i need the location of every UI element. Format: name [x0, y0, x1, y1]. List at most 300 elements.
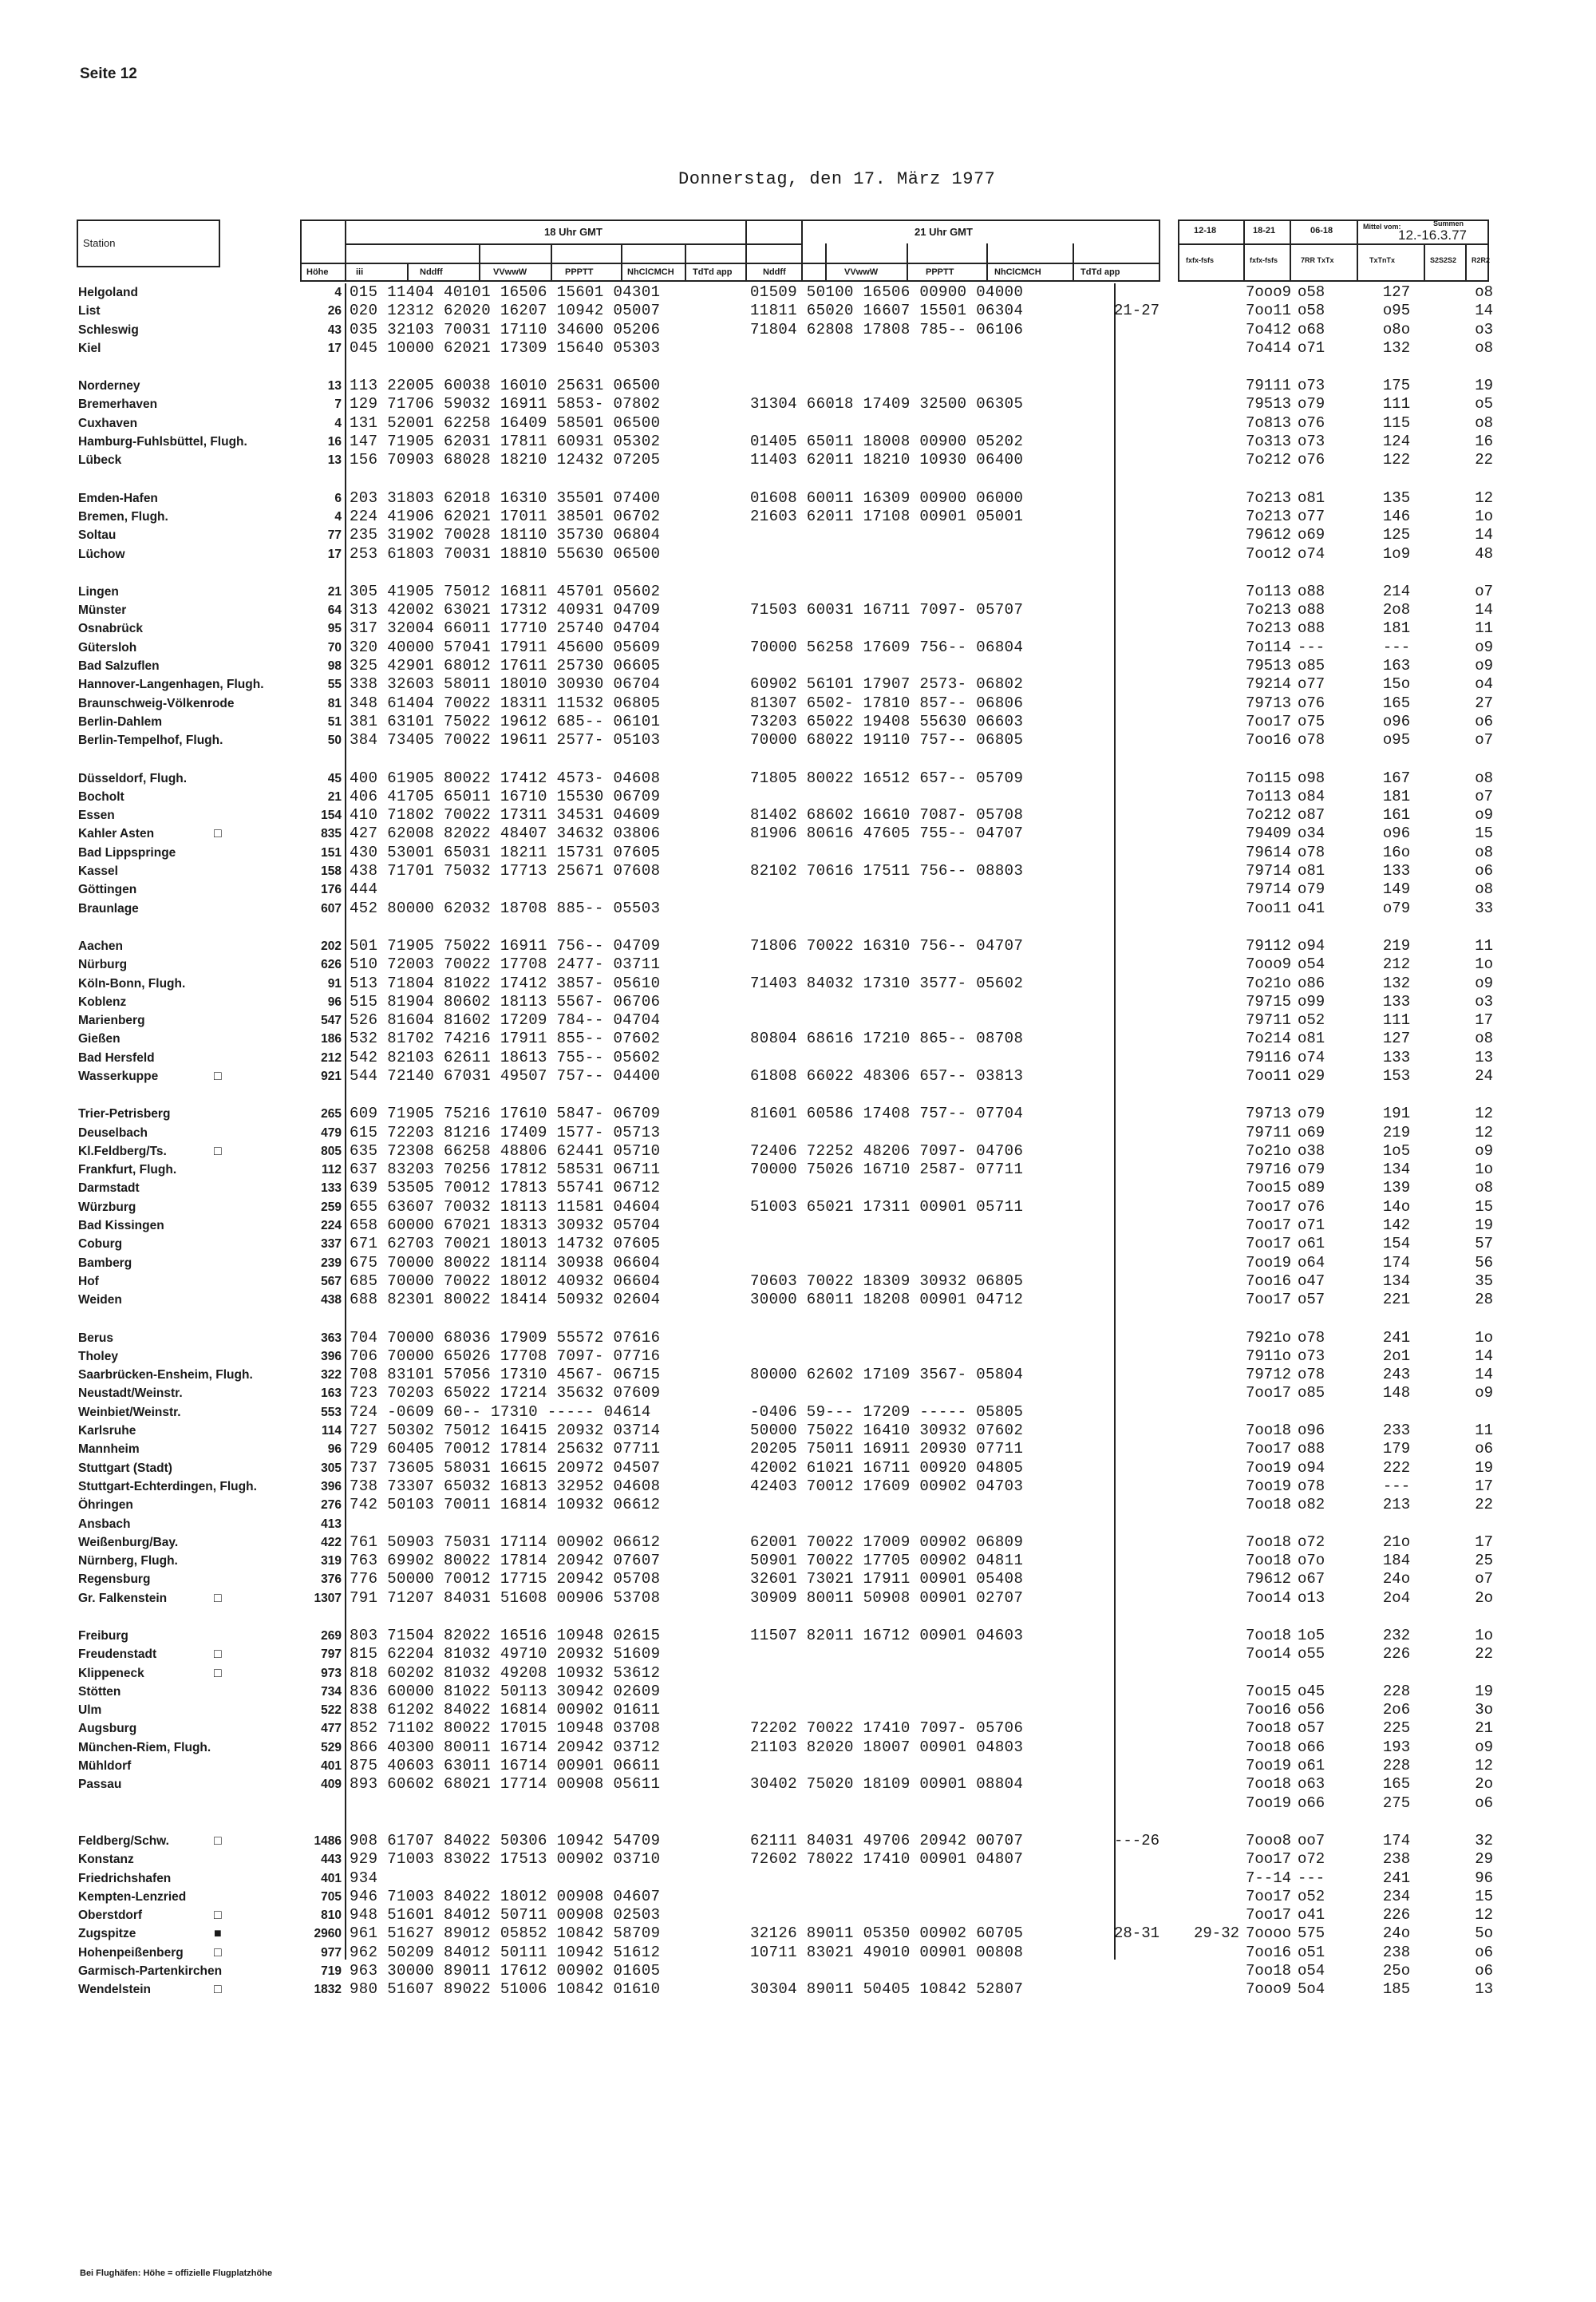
- station-name: Nürnberg, Flugh.: [78, 1554, 178, 1568]
- table-row: [77, 1328, 1493, 1347]
- precip-sum: o5: [1475, 395, 1493, 413]
- obs-18-gmt: 147 71905 62031 17811 60931 05302: [350, 433, 661, 451]
- station-name: Frankfurt, Flugh.: [78, 1163, 177, 1177]
- station-name: Kiel: [78, 341, 101, 355]
- mean-temp: o79: [1298, 880, 1325, 899]
- station-name: Bad Hersfeld: [78, 1050, 155, 1065]
- sunshine-sum: 243: [1382, 1366, 1411, 1384]
- mean-temp: o78: [1298, 731, 1325, 750]
- obs-18-gmt: 325 42901 68012 17611 25730 06605: [350, 657, 661, 675]
- obs-18-gmt: 317 32004 66011 17710 25740 04704: [350, 619, 661, 638]
- clouds-header: NhClCMCH: [627, 267, 674, 277]
- station-name: Mannheim: [78, 1442, 140, 1457]
- obs-21-gmt: 71805 80022 16512 657-- 05709: [750, 769, 1024, 787]
- station-height: 269: [321, 1629, 342, 1643]
- mean-temp: oo7: [1298, 1831, 1325, 1849]
- sunshine-sum: 2o1: [1382, 1347, 1411, 1365]
- temp-extremes: 7oo14: [1246, 1645, 1292, 1663]
- table-row: [77, 806, 1493, 825]
- precip-sum: o8: [1475, 880, 1493, 899]
- table-row: [77, 1384, 1493, 1402]
- precip-sum: o9: [1475, 657, 1493, 675]
- table-row: [77, 1962, 1493, 1980]
- obs-18-gmt: 348 61404 70022 18311 11532 06805: [350, 694, 661, 712]
- station-name: Schleswig: [78, 322, 139, 337]
- mean-temp: o79: [1298, 395, 1325, 413]
- sunshine-sum: 214: [1382, 582, 1411, 600]
- station-height: 212: [321, 1050, 342, 1065]
- obs-18-gmt: 015 11404 40101 16506 15601 04301: [350, 283, 661, 301]
- sunshine-sum: 185: [1382, 1980, 1411, 1999]
- temp-extremes: 7o114: [1246, 638, 1292, 656]
- station-height: 21: [327, 789, 342, 804]
- mean-temp: o76: [1298, 694, 1325, 712]
- temp-extremes: 7oooo: [1246, 1924, 1292, 1943]
- mean-temp: o76: [1298, 1197, 1325, 1216]
- obs-21-gmt: 31304 66018 17409 32500 06305: [750, 395, 1024, 413]
- temp-extremes: 7oo11: [1246, 899, 1292, 917]
- mean-temp: o55: [1298, 1645, 1325, 1663]
- station-height: 13: [327, 379, 342, 394]
- sunshine-sum: o95: [1382, 302, 1411, 320]
- station-name: Bad Lippspringe: [78, 845, 176, 860]
- obs-18-gmt: 410 71802 70022 17311 34531 04609: [350, 806, 661, 825]
- table-row: [77, 1366, 1493, 1384]
- mean-temp: o68: [1298, 320, 1325, 338]
- precip-sum: o3: [1475, 320, 1493, 338]
- obs-21-gmt: 51003 65021 17311 00901 05711: [750, 1197, 1024, 1216]
- temp-extremes: 7oo11: [1246, 302, 1292, 320]
- station-height: 529: [321, 1740, 342, 1754]
- table-row: [77, 619, 1493, 638]
- gust-12-18: 21-27: [1114, 302, 1160, 320]
- table-row: [77, 1179, 1493, 1197]
- precip-sum: 15: [1475, 825, 1493, 843]
- station-name: Trier-Petrisberg: [78, 1107, 171, 1121]
- station-name: Bremerhaven: [78, 398, 158, 412]
- mean-temp: o96: [1298, 1422, 1325, 1440]
- obs-18-gmt: 384 73405 70022 19611 2577- 05103: [350, 731, 661, 750]
- station-height: 13: [327, 453, 342, 468]
- temp-extremes: 79716: [1246, 1161, 1292, 1179]
- obs-21-gmt: 71403 84032 17310 3577- 05602: [750, 974, 1024, 992]
- station-name: Stuttgart-Echterdingen, Flugh.: [78, 1479, 257, 1493]
- station-name: Düsseldorf, Flugh.: [78, 771, 188, 785]
- obs-21-gmt: 72202 70022 17410 7097- 05706: [750, 1719, 1024, 1738]
- obs-21-gmt: 10711 83021 49010 00901 00808: [750, 1943, 1024, 1961]
- mean-temp: o71: [1298, 1216, 1325, 1235]
- sunshine-sum: 219: [1382, 936, 1411, 955]
- sunshine-sum: 24o: [1382, 1924, 1411, 1943]
- mean-temp: o81: [1298, 488, 1325, 507]
- table-row: [77, 1291, 1493, 1309]
- mean-temp: o76: [1298, 413, 1325, 432]
- mean-temp: o78: [1298, 843, 1325, 861]
- precip-sum: o8: [1475, 1030, 1493, 1048]
- station-height: 239: [321, 1256, 342, 1270]
- precip-sum: 11: [1475, 1422, 1493, 1440]
- footnote: Bei Flughäfen: Höhe = offizielle Flugplatzhöhe: [80, 2268, 273, 2278]
- obs-18-gmt: 639 53505 70012 17813 55741 06712: [350, 1179, 661, 1197]
- sunshine-sum: 132: [1382, 338, 1411, 357]
- mean-temp: o45: [1298, 1682, 1325, 1700]
- sunshine-sum: 163: [1382, 657, 1411, 675]
- precip-sum: 57: [1475, 1235, 1493, 1253]
- obs-18-gmt: 113 22005 60038 16010 25631 06500: [350, 377, 661, 395]
- obs-18-gmt: 501 71905 75022 16911 756-- 04709: [350, 936, 661, 955]
- station-height: 553: [321, 1405, 342, 1419]
- temp-extremes: 7oo18: [1246, 1422, 1292, 1440]
- station-height: 64: [327, 603, 342, 618]
- station-height: 96: [327, 1442, 342, 1457]
- station-name: Lübeck: [78, 453, 122, 468]
- table-row: [77, 320, 1493, 339]
- table-row: [77, 1440, 1493, 1458]
- precip-sum: 15: [1475, 1197, 1493, 1216]
- station-height: 547: [321, 1014, 342, 1028]
- station-height: 202: [321, 939, 342, 953]
- temp-extremes: 7o213: [1246, 488, 1292, 507]
- obs-21-gmt: 72406 72252 48206 7097- 04706: [750, 1141, 1024, 1160]
- station-height: 810: [321, 1908, 342, 1923]
- station-height: 154: [321, 809, 342, 823]
- sunshine-sum: 241: [1382, 1869, 1411, 1887]
- station-name: Coburg: [78, 1237, 123, 1252]
- station-height: 1832: [314, 1983, 342, 1997]
- precip-sum: o3: [1475, 992, 1493, 1011]
- obs-18-gmt: 430 53001 65031 18211 15731 07605: [350, 843, 661, 861]
- precip-sum: 1o: [1475, 1627, 1493, 1644]
- obs-21-gmt: 11507 82011 16712 00901 04603: [750, 1627, 1024, 1644]
- station-height: 45: [327, 771, 342, 785]
- obs-21-gmt: 82102 70616 17511 756-- 08803: [750, 862, 1024, 880]
- precip-sum: 14: [1475, 1347, 1493, 1365]
- temp-extremes: 7oo16: [1246, 1701, 1292, 1719]
- precip-sum: o8: [1475, 283, 1493, 301]
- station-name: Würzburg: [78, 1200, 136, 1214]
- station-height: 1307: [314, 1591, 342, 1605]
- mean-temp: o78: [1298, 1366, 1325, 1384]
- sunshine-sum: 142: [1382, 1216, 1411, 1235]
- station-name: Bocholt: [78, 789, 124, 804]
- sunshine-sum: 1o9: [1382, 544, 1411, 563]
- obs-18-gmt: 381 63101 75022 19612 685-- 06101: [350, 712, 661, 730]
- station-marker: □: [214, 1833, 222, 1848]
- station-name: Ulm: [78, 1703, 102, 1718]
- station-name: Bamberg: [78, 1256, 132, 1270]
- temp-extremes: 7o212: [1246, 451, 1292, 469]
- station-height: 17: [327, 547, 342, 561]
- obs-18-gmt: 045 10000 62021 17309 15640 05303: [350, 338, 661, 357]
- sunshine-sum: 238: [1382, 1850, 1411, 1869]
- table-row: [77, 338, 1493, 358]
- station-height: 114: [321, 1424, 342, 1438]
- station-name: List: [78, 304, 101, 318]
- sunshine-sum: 21o: [1382, 1533, 1411, 1551]
- obs-18-gmt: 452 80000 62032 18708 885-- 05503: [350, 899, 661, 917]
- station-height: 438: [321, 1293, 342, 1307]
- mean-temp: o75: [1298, 712, 1325, 730]
- station-height: 158: [321, 864, 342, 879]
- temp-extremes: 7oo17: [1246, 1906, 1292, 1924]
- obs-21-gmt: 62111 84031 49706 20942 00707: [750, 1831, 1024, 1849]
- mean-temp: ---: [1298, 1869, 1325, 1887]
- mean-temp: o61: [1298, 1235, 1325, 1253]
- sunshine-sum: 153: [1382, 1066, 1411, 1085]
- sunshine-sum: 212: [1382, 955, 1411, 974]
- mean-temp: 1o5: [1298, 1627, 1325, 1644]
- obs-21-gmt: 01405 65011 18008 00900 05202: [750, 433, 1024, 451]
- precip-sum: 19: [1475, 1458, 1493, 1477]
- mean-temp: o41: [1298, 1906, 1325, 1924]
- precip-sum: 1o: [1475, 507, 1493, 525]
- precip-sum: 22: [1475, 1496, 1493, 1514]
- table-row: [77, 1403, 1489, 1422]
- station-name: Klippeneck: [78, 1666, 144, 1680]
- obs-18-gmt: 635 72308 66258 48806 62441 05710: [350, 1141, 661, 1160]
- obs-21-gmt: 30000 68011 18208 00901 04712: [750, 1291, 1024, 1309]
- station-name: Norderney: [78, 379, 140, 394]
- sunshine-sum-header: S2S2S2: [1430, 256, 1457, 264]
- precip-sum: o8: [1475, 843, 1493, 861]
- station-marker: ■: [214, 1927, 222, 1941]
- precip-sum: 5o: [1475, 1924, 1493, 1943]
- station-group: [77, 769, 1493, 918]
- precip-sum: 14: [1475, 302, 1493, 320]
- table-row: [77, 1235, 1493, 1253]
- station-name: Kahler Asten: [78, 827, 155, 841]
- station-group: [77, 283, 1493, 358]
- station-height: 626: [321, 958, 342, 972]
- precip-sum: o6: [1475, 1440, 1493, 1458]
- table-row: [77, 1924, 1493, 1943]
- mean-temp: o64: [1298, 1253, 1325, 1272]
- mean-temp: o94: [1298, 1458, 1325, 1477]
- table-row: [77, 825, 1493, 843]
- precip-sum: 19: [1475, 1216, 1493, 1235]
- precip-sum: o8: [1475, 338, 1493, 357]
- station-height: 401: [321, 1871, 342, 1885]
- station-height: 4: [334, 509, 342, 524]
- station-name: Saarbrücken-Ensheim, Flugh.: [78, 1368, 253, 1382]
- table-row: [77, 544, 1493, 564]
- station-height: 26: [327, 304, 342, 318]
- mean-temp: o66: [1298, 1794, 1325, 1812]
- temp-extremes: 7o212: [1246, 806, 1292, 825]
- table-row: [77, 433, 1493, 451]
- obs-18-gmt: 852 71102 80022 17015 10948 03708: [350, 1719, 661, 1738]
- obs-18-gmt: 791 71207 84031 51608 00906 53708: [350, 1588, 661, 1607]
- table-row: [77, 1906, 1493, 1924]
- station-height: 55: [327, 678, 342, 692]
- precip-sum: 25: [1475, 1552, 1493, 1570]
- obs-18-gmt: 400 61905 80022 17412 4573- 04608: [350, 769, 661, 787]
- table-row: [77, 1123, 1493, 1142]
- obs-21-gmt: 20205 75011 16911 20930 07711: [750, 1440, 1024, 1458]
- obs-18-gmt: 513 71804 81022 17412 3857- 05610: [350, 974, 661, 992]
- station-marker: □: [214, 1983, 222, 1997]
- mean-temp: o73: [1298, 1347, 1325, 1365]
- station-height: 224: [321, 1219, 342, 1233]
- obs-18-gmt: 253 61803 70031 18810 55630 06500: [350, 544, 661, 563]
- temp-extremes: 7oo14: [1246, 1588, 1292, 1607]
- table-row: [77, 1011, 1493, 1030]
- table-row: [77, 1161, 1493, 1179]
- station-name: Münster: [78, 603, 127, 618]
- mean-temp: o52: [1298, 1011, 1325, 1030]
- temp-extremes: 7o115: [1246, 769, 1292, 787]
- station-name: Mühldorf: [78, 1759, 132, 1774]
- station-height: 16: [327, 435, 342, 449]
- station-height: 422: [321, 1535, 342, 1549]
- obs-21-gmt: 62001 70022 17009 00902 06809: [750, 1533, 1024, 1551]
- obs-18-gmt: 320 40000 57041 17911 45600 05609: [350, 638, 661, 656]
- station-name: Nürburg: [78, 958, 128, 972]
- station-height: 322: [321, 1368, 342, 1382]
- precip-sum: 2o: [1475, 1775, 1493, 1794]
- obs-21-gmt: 81402 68602 16610 7087- 05708: [750, 806, 1024, 825]
- temp-extremes: 79112: [1246, 936, 1292, 955]
- station-marker: □: [214, 1945, 222, 1960]
- station-height: 70: [327, 640, 342, 655]
- obs-18-gmt: 035 32103 70031 17110 34600 05206: [350, 320, 661, 338]
- station-name: Feldberg/Schw.: [78, 1833, 169, 1848]
- precip-sum: o7: [1475, 1570, 1493, 1588]
- station-height: 4: [334, 416, 342, 430]
- station-name: Freiburg: [78, 1629, 128, 1643]
- precip-sum: o4: [1475, 675, 1493, 694]
- precip-sum: 15: [1475, 1887, 1493, 1905]
- temp-extremes: 79711: [1246, 1011, 1292, 1030]
- station-name: Kl.Feldberg/Ts.: [78, 1144, 167, 1158]
- mean-temp: o85: [1298, 1384, 1325, 1402]
- sunshine-sum: 14o: [1382, 1197, 1411, 1216]
- sunshine-sum: 133: [1382, 992, 1411, 1011]
- obs-18-gmt: 929 71003 83022 17513 00902 03710: [350, 1850, 661, 1869]
- table-row: [77, 1664, 1489, 1683]
- station-height: 319: [321, 1554, 342, 1568]
- precip-sum: 29: [1475, 1850, 1493, 1869]
- sunshine-sum: 191: [1382, 1105, 1411, 1123]
- sunshine-sum: 133: [1382, 862, 1411, 880]
- precip-sum: 96: [1475, 1869, 1493, 1887]
- station-name: Bad Salzuflen: [78, 659, 160, 674]
- table-row: [77, 1105, 1493, 1123]
- obs-18-gmt: 438 71701 75032 17713 25671 07608: [350, 862, 661, 880]
- temp-extremes: 7oo17: [1246, 1850, 1292, 1869]
- obs-18-gmt: 708 83101 57056 17310 4567- 06715: [350, 1366, 661, 1384]
- mean-temp: o73: [1298, 377, 1325, 395]
- sunshine-sum: o79: [1382, 899, 1411, 917]
- station-height: 91: [327, 976, 342, 991]
- mean-temp: o57: [1298, 1719, 1325, 1738]
- tdtd21-header: TdTd app: [1080, 267, 1120, 277]
- temp-extremes: 7o213: [1246, 507, 1292, 525]
- precip-sum: 28: [1475, 1291, 1493, 1309]
- station-height: 2960: [314, 1927, 342, 1941]
- mean-temp: o56: [1298, 1701, 1325, 1719]
- obs-18-gmt: 338 32603 58011 18010 30930 06704: [350, 675, 661, 694]
- station-height: 7: [334, 398, 342, 412]
- precip-sum: 1o: [1475, 1161, 1493, 1179]
- sunshine-sum: o95: [1382, 731, 1411, 750]
- temp-extremes: 7oo19: [1246, 1458, 1292, 1477]
- mean-temp: o57: [1298, 1291, 1325, 1309]
- station-height: 151: [321, 845, 342, 860]
- station-name: Hannover-Langenhagen, Flugh.: [78, 678, 264, 692]
- table-row: [77, 731, 1493, 750]
- table-row: [77, 862, 1493, 880]
- mean-temp: o77: [1298, 507, 1325, 525]
- temp-extremes: 7oo12: [1246, 544, 1292, 563]
- station-name: Berlin-Dahlem: [78, 714, 163, 729]
- obs-18-gmt: 946 71003 84022 18012 00908 04607: [350, 1887, 661, 1905]
- table-row: [77, 1552, 1493, 1570]
- obs-21-gmt: 80804 68616 17210 865-- 08708: [750, 1030, 1024, 1048]
- station-height: 81: [327, 696, 342, 710]
- table-row: [77, 1477, 1493, 1496]
- sunshine-sum: 25o: [1382, 1962, 1411, 1980]
- temp-extremes: 79711: [1246, 1123, 1292, 1141]
- precip-sum: o9: [1475, 806, 1493, 825]
- obs-18-gmt: 532 81702 74216 17911 855-- 07602: [350, 1030, 661, 1048]
- temp-extremes: 7oo18: [1246, 1775, 1292, 1794]
- sunshine-sum: 133: [1382, 1048, 1411, 1066]
- obs-21-gmt: 11811 65020 16607 15501 06304: [750, 302, 1024, 320]
- obs-18-gmt: 542 82103 62611 18613 755-- 05602: [350, 1048, 661, 1066]
- precip-sum: 13: [1475, 1048, 1493, 1066]
- table-row: [77, 1216, 1493, 1235]
- obs-21-gmt: 81601 60586 17408 757-- 07704: [750, 1105, 1024, 1123]
- station-height: 835: [321, 827, 342, 841]
- sunshine-sum: 234: [1382, 1887, 1411, 1905]
- temp-extremes: 7o21o: [1246, 1141, 1292, 1160]
- ppptt-header: PPPTT: [565, 267, 594, 277]
- obs-18-gmt: 836 60000 81022 50113 30942 02609: [350, 1682, 661, 1700]
- station-height: 305: [321, 1461, 342, 1475]
- temp-extremes: 79513: [1246, 395, 1292, 413]
- station-name: Weinbiet/Weinstr.: [78, 1405, 181, 1419]
- station-name: Augsburg: [78, 1722, 137, 1736]
- obs-21-gmt: 50000 75022 16410 30932 07602: [750, 1422, 1024, 1440]
- mean-temp: o72: [1298, 1533, 1325, 1551]
- temp-extremes: 79612: [1246, 1570, 1292, 1588]
- sunshine-sum: 222: [1382, 1458, 1411, 1477]
- precip-sum: 12: [1475, 1123, 1493, 1141]
- station-name: Neustadt/Weinstr.: [78, 1386, 183, 1401]
- temp-extremes: 7oo19: [1246, 1253, 1292, 1272]
- gust-12-18: ---26: [1114, 1831, 1160, 1849]
- table-row: [77, 507, 1493, 526]
- table-row: [77, 1496, 1493, 1514]
- table-row: [77, 601, 1493, 619]
- precip-sum: 14: [1475, 526, 1493, 544]
- sunshine-sum: 154: [1382, 1235, 1411, 1253]
- mean-temp: o58: [1298, 283, 1325, 301]
- station-marker: □: [214, 1647, 222, 1662]
- station-name: Soltau: [78, 528, 117, 543]
- station-height: 17: [327, 341, 342, 355]
- sunshine-sum: 146: [1382, 507, 1411, 525]
- temp-extremes: 7oo17: [1246, 712, 1292, 730]
- table-row: [77, 1533, 1493, 1552]
- precip-sum: 12: [1475, 488, 1493, 507]
- sunshine-sum: 184: [1382, 1552, 1411, 1570]
- obs-21-gmt: 61808 66022 48306 657-- 03813: [750, 1066, 1024, 1085]
- precip-sum: 11: [1475, 619, 1493, 638]
- station-name: Braunschweig-Völkenrode: [78, 696, 235, 710]
- temp-extremes: 7ooo9: [1246, 283, 1292, 301]
